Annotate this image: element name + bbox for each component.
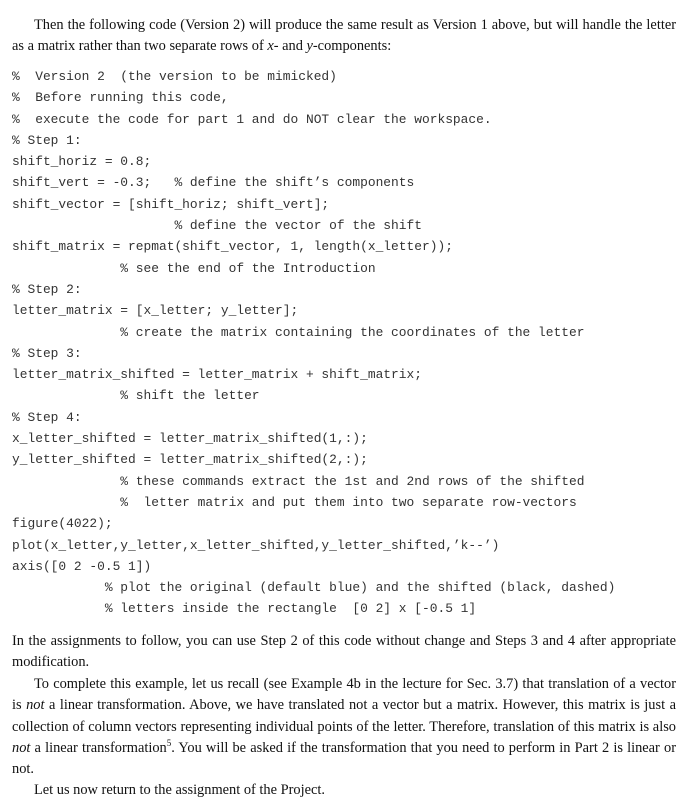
code-line: shift_matrix = repmat(shift_vector, 1, length(x_letter));: [12, 239, 453, 255]
code-line: letter_matrix_shifted = letter_matrix + shift_matrix;: [12, 367, 422, 383]
code-line: % Version 2 (the version to be mimicked): [12, 69, 337, 84]
code-line: figure(4022);: [12, 516, 113, 532]
code-line: % see the end of the Introduction: [12, 260, 376, 276]
code-line: % execute the code for part 1 and do NOT clear the workspace.: [12, 111, 492, 127]
code-line: % letters inside the rectangle [0 2] x [-0.5 1]: [12, 601, 477, 617]
code-line: % Step 3:: [12, 345, 82, 361]
code-line: % Step 4:: [12, 409, 82, 425]
math-var-y: y: [306, 38, 313, 55]
return-paragraph: Let us now return to the assignment of the Project.: [34, 782, 325, 798]
code-line: x_letter_shifted = letter_matrix_shifted(1,:);: [12, 431, 368, 447]
matlab-code-block: [12, 66, 615, 620]
code-line: y_letter_shifted = letter_matrix_shifted(2,:);: [12, 452, 368, 468]
code-line: % shift the letter: [12, 388, 260, 404]
intro-paragraph: Then the following code (Version 2) will produce the same result as Version 1 above, but will handle the letter as a matrix rather than two separate rows of x- and y-components:: [12, 17, 676, 55]
emphasis-not: not: [12, 739, 31, 756]
code-line: % letter matrix and put them into two separate row-vectors: [12, 494, 577, 510]
code-line: letter_matrix = [x_letter; y_letter];: [12, 303, 299, 319]
code-line: % create the matrix containing the coordinates of the letter: [12, 324, 585, 340]
emphasis-not: not: [26, 697, 45, 714]
code-line: shift_vector = [shift_horiz; shift_vert];: [12, 196, 330, 212]
example-paragraph: To complete this example, let us recall (see Example 4b in the lecture for Sec. 3.7) that translation of a vector is not a linear transformation. Above, we have translated not a vector but a matrix. However, this matrix is just a collection of column vectors representing individual points of the letter. Therefore, translation of this matrix is also not a linear transformation$^5$. You will be asked if the transformation that you need to perform in Part 2 is linear or not.: [12, 676, 676, 778]
code-line: % plot the original (default blue) and the shifted (black, dashed): [12, 580, 616, 596]
code-line: shift_vert = -0.3; % define the shift’s components: [12, 175, 415, 191]
assignments-paragraph: In the assignments to follow, you can use Step 2 of this code without change and Steps 3 and 4 after appropriate modification.: [12, 633, 676, 671]
math-var-x: x: [267, 38, 274, 55]
code-line: % Before running this code,: [12, 90, 229, 106]
code-line: axis([0 2 -0.5 1]): [12, 558, 152, 574]
code-line: shift_horiz = 0.8;: [12, 154, 152, 170]
code-line: % Step 2:: [12, 281, 82, 297]
code-line: % these commands extract the 1st and 2nd rows of the shifted: [12, 473, 585, 489]
code-line: % define the vector of the shift: [12, 218, 422, 234]
footnote-marker[interactable]: 5: [166, 738, 172, 749]
code-line: % Step 1:: [12, 132, 82, 148]
code-line: plot(x_letter,y_letter,x_letter_shifted,y_letter_shifted,’k--’): [12, 537, 500, 553]
